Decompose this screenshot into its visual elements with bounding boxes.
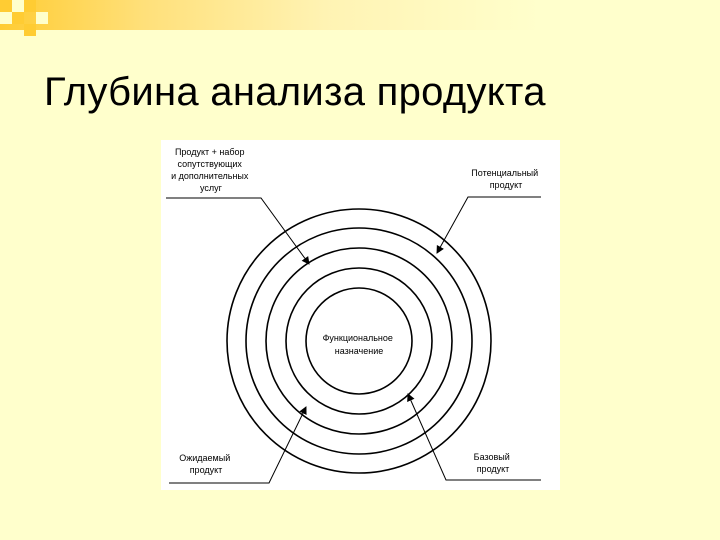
corner-square <box>24 0 36 12</box>
label-expected-product: Ожидаемый продукт <box>179 453 231 475</box>
corner-square <box>12 12 24 24</box>
corner-square <box>24 24 36 36</box>
diagram-svg <box>161 140 560 490</box>
slide-title: Глубина анализа продукта <box>44 70 546 114</box>
arrow-potential-product <box>437 197 541 253</box>
label-augmented-product: Продукт + набор сопутствующих и дополнительных услуг <box>171 147 249 193</box>
decorative-top-band <box>0 0 720 30</box>
decorative-corner-squares <box>0 0 60 50</box>
label-core-function: Функциональное назначение <box>322 333 393 356</box>
product-levels-diagram <box>161 140 560 490</box>
corner-square <box>36 12 48 24</box>
arrow-basic-product <box>408 394 541 480</box>
corner-square <box>0 12 12 24</box>
label-potential-product: Потенциальный продукт <box>471 168 539 190</box>
corner-square <box>12 0 24 12</box>
label-basic-product: Базовый продукт <box>473 452 510 474</box>
corner-square <box>0 0 12 12</box>
